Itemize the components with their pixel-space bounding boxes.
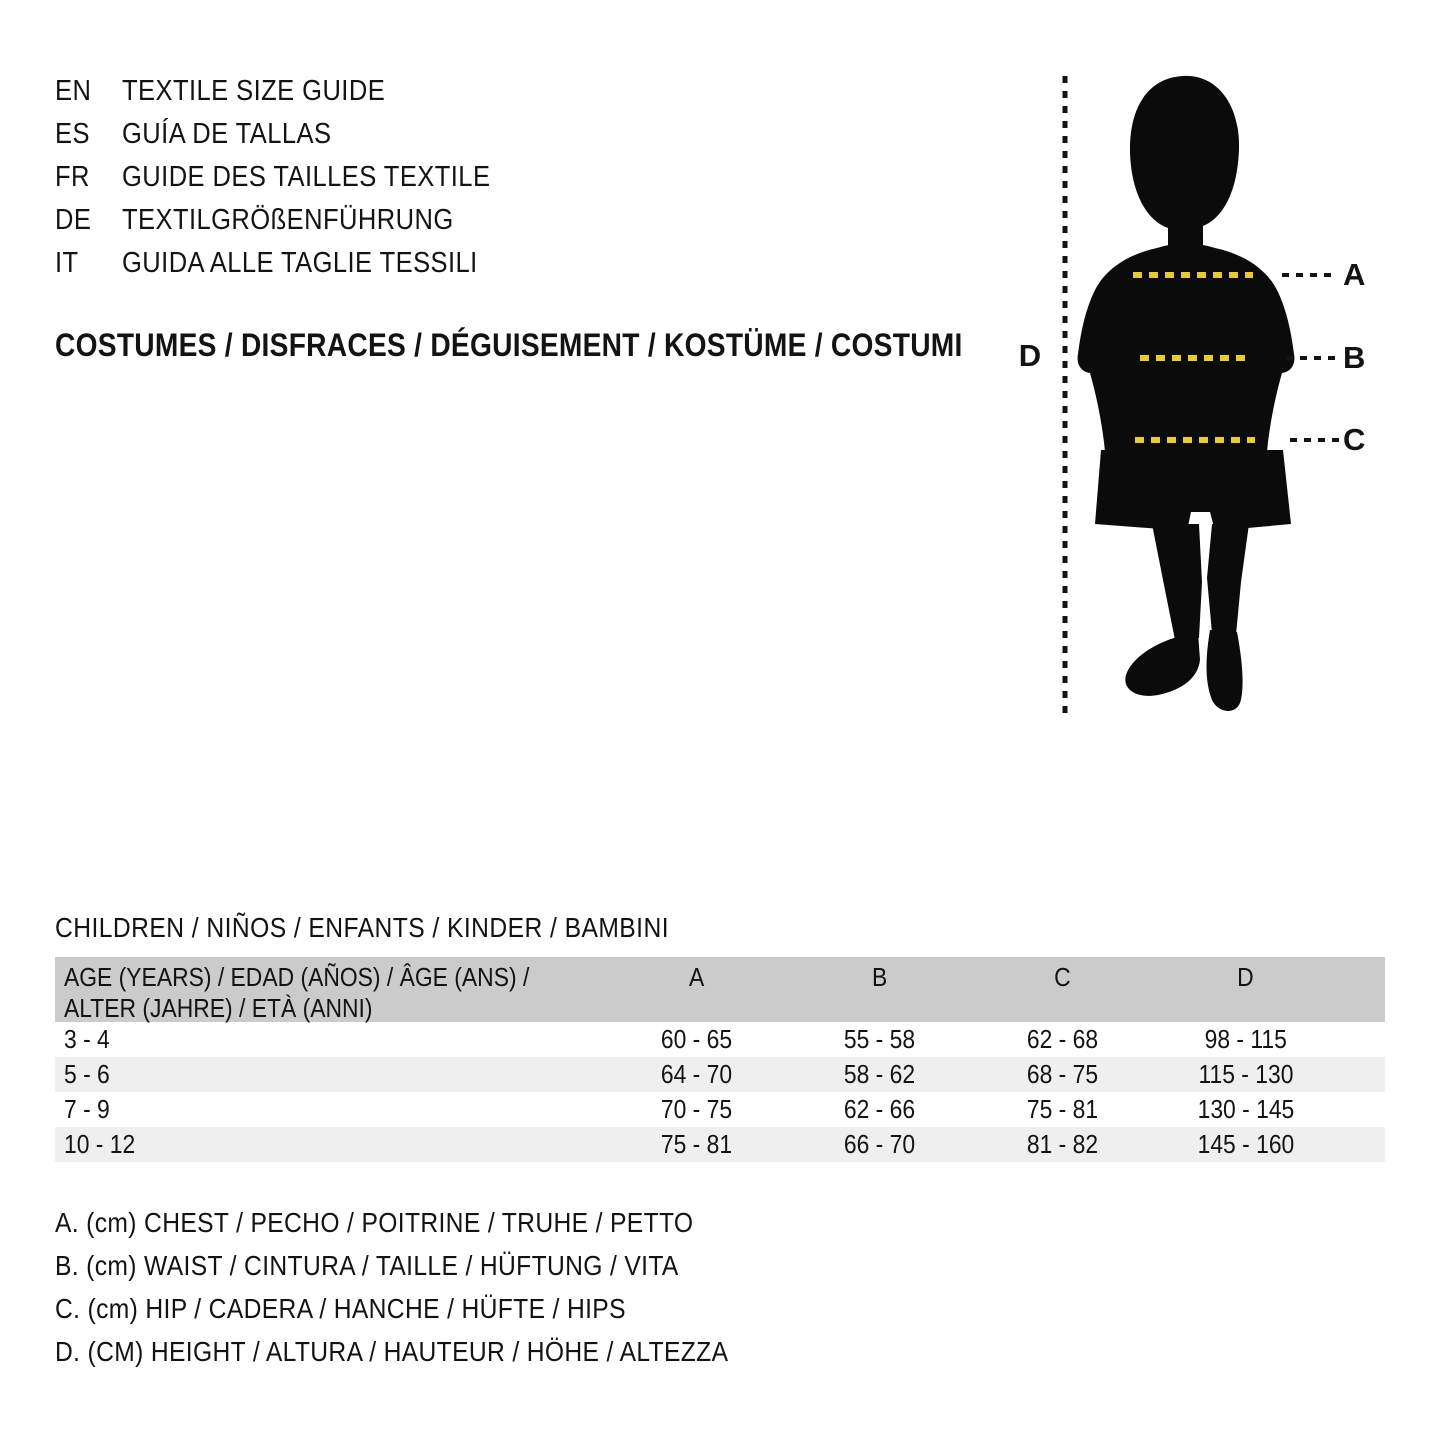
waist-cell: 66 - 70 <box>843 1129 916 1159</box>
guide-title-en: TEXTILE SIZE GUIDE <box>122 75 386 107</box>
size-table-header <box>55 957 1385 1022</box>
label-hip-c: C <box>1343 422 1366 457</box>
label-chest-a: A <box>1343 257 1366 292</box>
label-waist-b: B <box>1343 340 1366 375</box>
legend-chest: A. (cm) CHEST / PECHO / POITRINE / TRUHE / PETTO <box>55 1207 694 1238</box>
silhouette-right-leg <box>1207 524 1249 635</box>
column-header-b: B <box>871 962 888 992</box>
language-code: EN <box>55 75 92 107</box>
column-header-c: C <box>1054 962 1071 992</box>
language-row-fr <box>55 156 541 199</box>
silhouette-left-leg <box>1152 524 1202 640</box>
guide-title-fr: GUIDE DES TAILLES TEXTILE <box>122 161 491 193</box>
legend-waist: B. (cm) WAIST / CINTURA / TAILLE / HÜFTUNG / VITA <box>55 1250 679 1281</box>
table-row <box>55 1127 1385 1162</box>
header-spacer <box>1337 962 1385 1022</box>
category-heading-text: COSTUMES / DISFRACES / DÉGUISEMENT / KOSTÜME / COSTUMI <box>55 327 963 363</box>
hip-cell: 62 - 68 <box>1026 1024 1099 1054</box>
category-heading <box>55 324 1086 366</box>
label-height-d: D <box>1018 338 1042 373</box>
size-table <box>55 957 1385 1162</box>
height-cell: 115 - 130 <box>1198 1059 1293 1089</box>
height-cell: 98 - 115 <box>1204 1024 1287 1054</box>
height-cell: 130 - 145 <box>1197 1094 1294 1124</box>
language-code: ES <box>55 118 90 150</box>
age-cell: 5 - 6 <box>64 1059 110 1089</box>
language-row-es <box>55 113 541 156</box>
hip-cell: 75 - 81 <box>1026 1094 1099 1124</box>
hip-cell: 81 - 82 <box>1026 1129 1099 1159</box>
waist-cell: 58 - 62 <box>843 1059 916 1089</box>
language-code: DE <box>55 204 92 236</box>
age-cell: 10 - 12 <box>64 1129 136 1159</box>
age-header-line2: ALTER (JAHRE) / ETÀ (ANNI) <box>64 993 373 1023</box>
height-cell: 145 - 160 <box>1197 1129 1294 1159</box>
language-title-list <box>55 70 541 285</box>
guide-title-es: GUÍA DE TALLAS <box>122 118 332 150</box>
silhouette-right-shoe <box>1207 630 1243 711</box>
silhouette-left-shoe <box>1125 632 1200 696</box>
language-row-de <box>55 199 541 242</box>
measurement-legend <box>55 1201 820 1373</box>
chest-cell: 64 - 70 <box>660 1059 733 1089</box>
column-header-a: A <box>688 962 705 992</box>
age-header-cell <box>55 962 605 1022</box>
hip-cell: 68 - 75 <box>1026 1059 1099 1089</box>
measurement-figure <box>990 60 1445 720</box>
table-section-title <box>55 908 753 948</box>
age-cell: 3 - 4 <box>64 1024 110 1054</box>
legend-hip: C. (cm) HIP / CADERA / HANCHE / HÜFTE / HIPS <box>55 1293 626 1324</box>
child-silhouette <box>1078 76 1295 711</box>
table-row <box>55 1092 1385 1127</box>
guide-title-de: TEXTILGRÖßENFÜHRUNG <box>122 204 454 236</box>
guide-title-it: GUIDA ALLE TAGLIE TESSILI <box>122 247 478 279</box>
language-row-en <box>55 70 541 113</box>
chest-cell: 70 - 75 <box>660 1094 733 1124</box>
chest-cell: 75 - 81 <box>660 1129 733 1159</box>
waist-cell: 62 - 66 <box>843 1094 916 1124</box>
waist-cell: 55 - 58 <box>843 1024 916 1054</box>
column-header-d: D <box>1237 962 1254 992</box>
age-header-line1: AGE (YEARS) / EDAD (AÑOS) / ÂGE (ANS) / <box>64 962 530 992</box>
silhouette-shorts <box>1095 450 1291 531</box>
language-code: FR <box>55 161 90 193</box>
table-row <box>55 1057 1385 1092</box>
table-row <box>55 1022 1385 1057</box>
language-code: IT <box>55 247 79 279</box>
child-silhouette-graphic <box>990 60 1445 720</box>
legend-height: D. (CM) HEIGHT / ALTURA / HAUTEUR / HÖHE / ALTEZZA <box>55 1336 729 1367</box>
chest-cell: 60 - 65 <box>660 1024 733 1054</box>
table-section-title-text: CHILDREN / NIÑOS / ENFANTS / KINDER / BAMBINI <box>55 912 669 943</box>
silhouette-head <box>1130 76 1239 254</box>
age-cell: 7 - 9 <box>64 1094 110 1124</box>
language-row-it <box>55 242 541 285</box>
